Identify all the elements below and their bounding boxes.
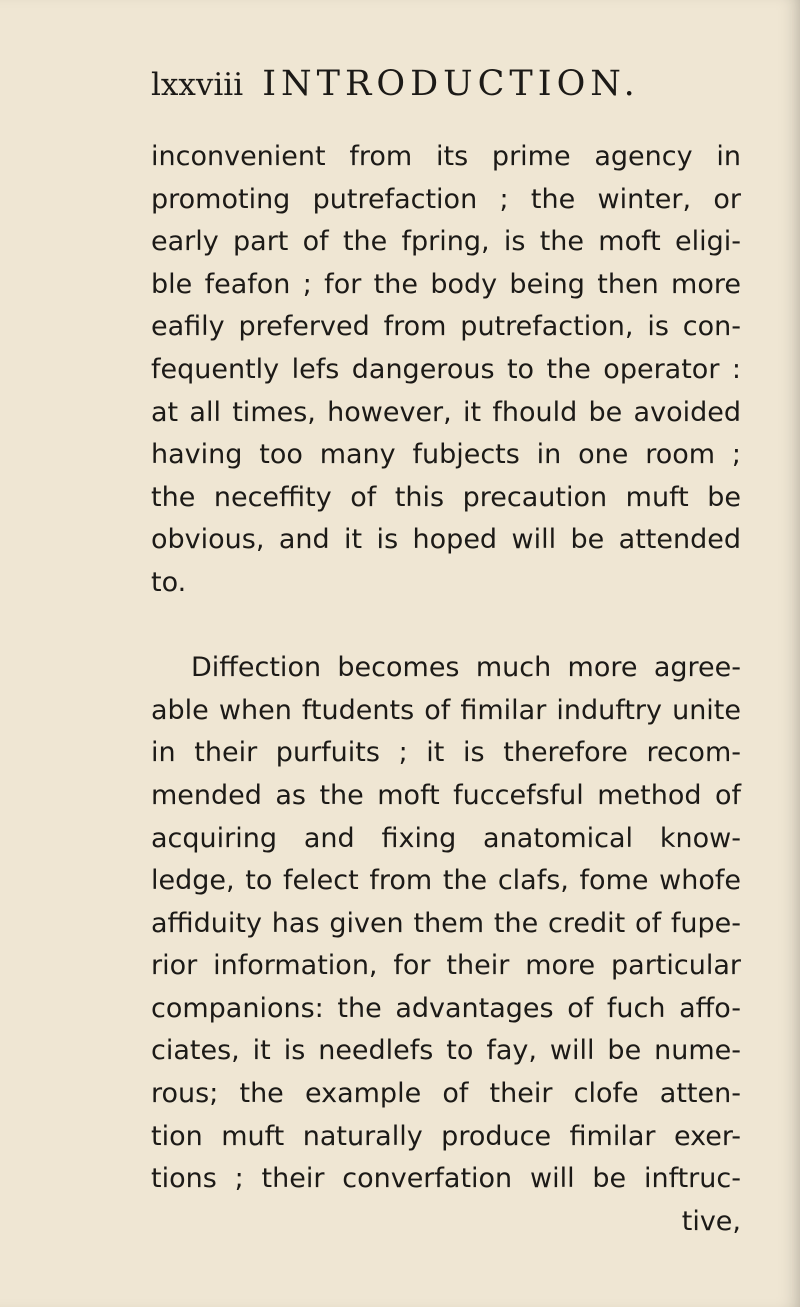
- text-line: tions ; their converfation will be inftruc-: [151, 1163, 741, 1195]
- text-line: fequently lefs dangerous to the operator :: [151, 353, 741, 385]
- page-header: [151, 64, 640, 104]
- text-line: to.: [151, 566, 187, 598]
- text-line: early part of the fpring, is the moft eligi-: [151, 226, 741, 258]
- text-line: companions: the advantages of fuch affo-: [151, 992, 741, 1024]
- text-line: at all times, however, it fhould be avoided: [151, 396, 741, 428]
- text-line: ciates, it is needlefs to fay, will be nume-: [151, 1035, 741, 1067]
- paragraph-break: [151, 605, 741, 648]
- paragraph-2: [151, 647, 741, 1201]
- text-line: mended as the moft fuccefsful method of: [151, 779, 741, 811]
- text-line: able when ftudents of fimilar induftry unite: [151, 694, 741, 726]
- catchword: tive,: [681, 1205, 741, 1237]
- text-line: affiduity has given them the credit of fupe-: [151, 907, 741, 939]
- paragraph-1: [151, 136, 741, 605]
- text-line: obvious, and it is hoped will be attended: [151, 524, 741, 556]
- text-line: eafily preferved from putrefaction, is con-: [151, 311, 741, 343]
- running-title: INTRODUCTION.: [262, 64, 640, 104]
- text-line: ledge, to felect from the clafs, fome whofe: [151, 865, 741, 897]
- text-line: the neceffity of this precaution muft be: [151, 481, 741, 513]
- text-line: Diffection becomes much more agree-: [191, 652, 741, 684]
- text-line: rior information, for their more particular: [151, 950, 741, 982]
- text-line: tion muft naturally produce fimilar exer-: [151, 1120, 741, 1152]
- body-text: [151, 136, 741, 1243]
- text-line: having too many fubjects in one room ;: [151, 439, 741, 471]
- text-line: in their purfuits ; it is therefore recom-: [151, 737, 741, 769]
- page-number: lxxviii: [151, 67, 244, 103]
- text-line: acquiring and fixing anatomical know-: [151, 822, 741, 854]
- text-line: rous; the example of their clofe atten-: [151, 1078, 741, 1110]
- text-line: ble feafon ; for the body being then more: [151, 268, 741, 300]
- text-line: inconvenient from its prime agency in: [151, 141, 741, 172]
- text-line: promoting putrefaction ; the winter, or: [151, 183, 741, 215]
